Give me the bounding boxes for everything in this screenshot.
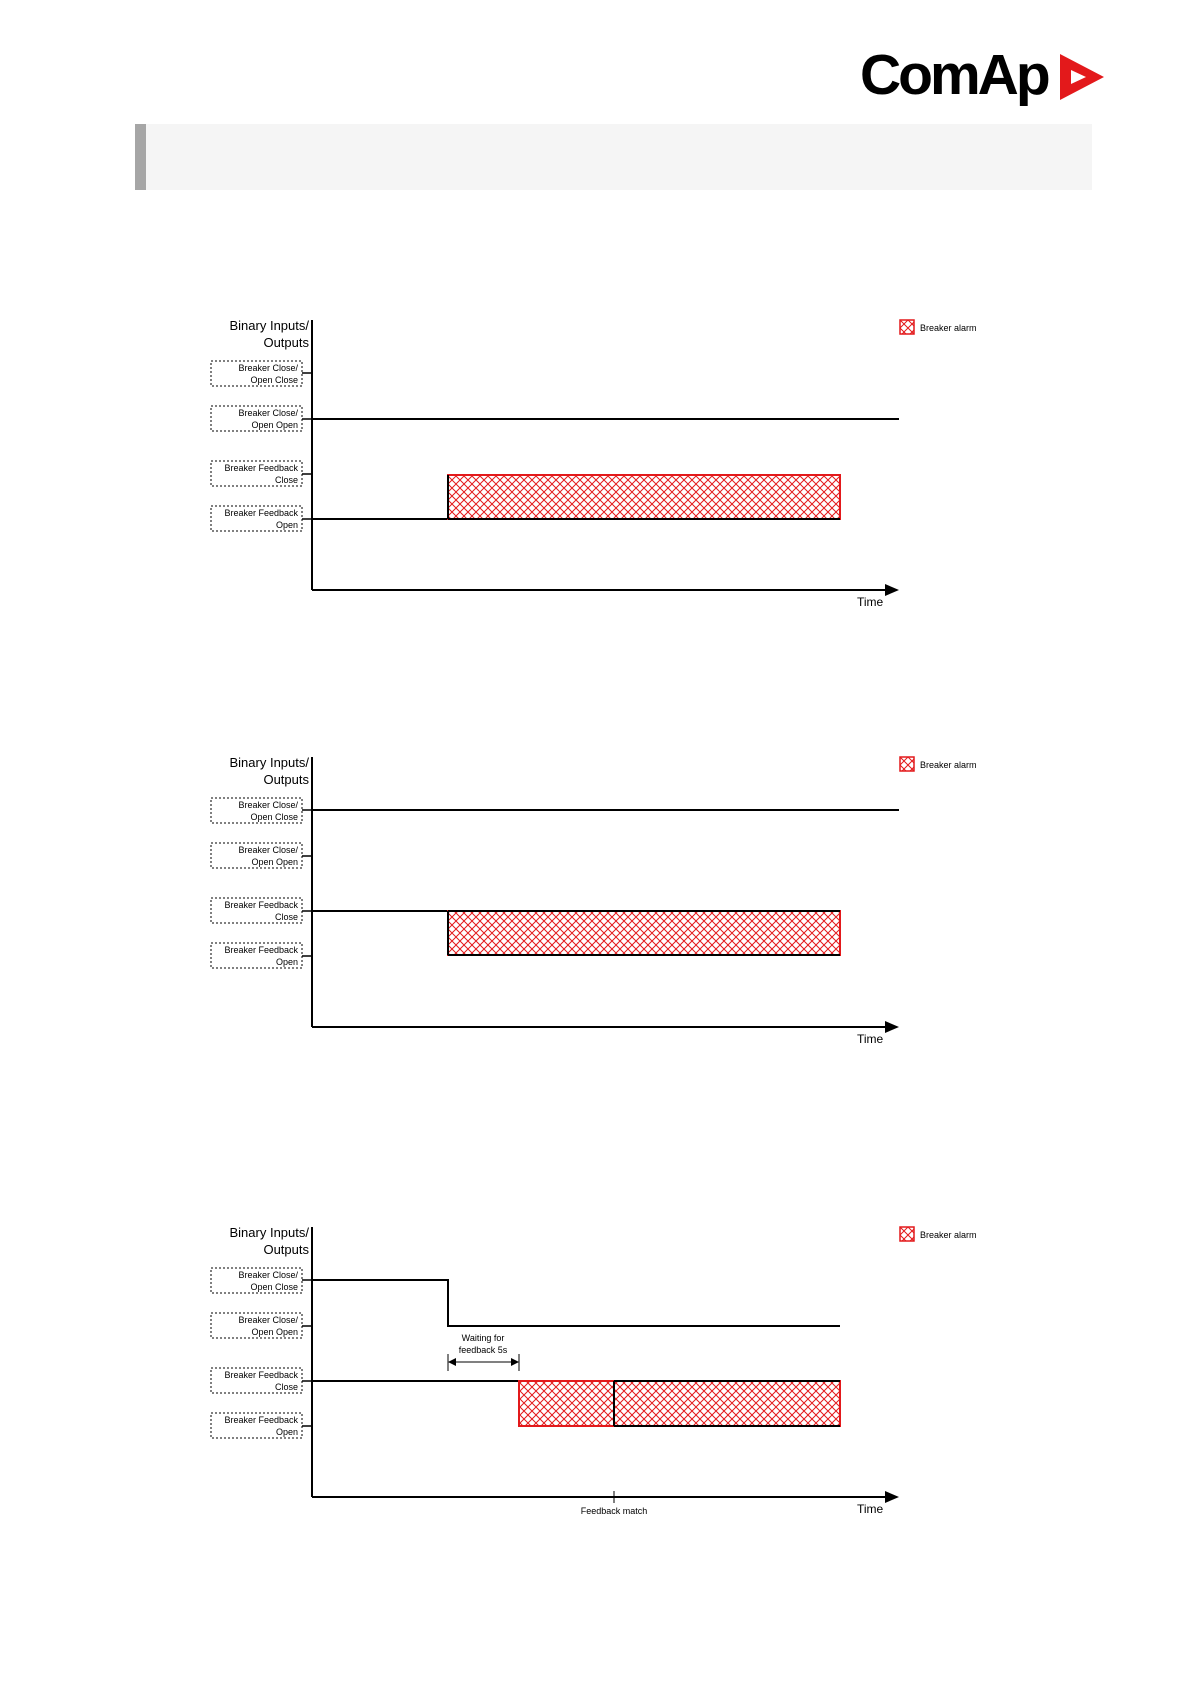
breaker-alarm-region bbox=[519, 1381, 840, 1426]
time-label: Time bbox=[857, 1032, 884, 1046]
legend-label: Breaker alarm bbox=[920, 323, 977, 333]
signal-label-close-close bbox=[211, 1268, 302, 1293]
wait-dimension bbox=[448, 1333, 519, 1371]
signal-label-feedback-open bbox=[211, 1413, 302, 1438]
signal-label-line2: Open Open bbox=[251, 420, 298, 430]
signal-label-feedback-close bbox=[211, 898, 302, 923]
signal-label-line1: Breaker Feedback bbox=[224, 1415, 298, 1425]
timing-diagram-2 bbox=[0, 737, 1191, 1057]
signal-label-line1: Breaker Close/ bbox=[238, 1270, 298, 1280]
signal-label-line2: Open bbox=[275, 957, 298, 967]
signal-label-line1: Breaker Feedback bbox=[224, 463, 298, 473]
signal-label-line1: Breaker Feedback bbox=[224, 900, 298, 910]
legend bbox=[900, 320, 977, 334]
logo-text: ComAp bbox=[860, 43, 1048, 107]
axis-title-line1: Binary Inputs/ bbox=[229, 318, 309, 333]
signal-label-line1: Breaker Close/ bbox=[238, 800, 298, 810]
legend-label: Breaker alarm bbox=[920, 760, 977, 770]
signal-label-feedback-open bbox=[211, 506, 302, 531]
time-label: Time bbox=[857, 595, 884, 609]
axis-title-line2: Outputs bbox=[263, 772, 309, 787]
signal-label-close-open bbox=[211, 406, 302, 431]
signal-label-line2: Open bbox=[275, 520, 298, 530]
signal-label-close-open bbox=[211, 1313, 302, 1338]
signal-label-line1: Breaker Feedback bbox=[224, 945, 298, 955]
x-axis-arrow bbox=[885, 1021, 899, 1033]
y-ticks bbox=[302, 373, 312, 519]
x-axis-arrow bbox=[885, 584, 899, 596]
signal-label-line2: Close bbox=[274, 1382, 298, 1392]
signal-label-line1: Breaker Close/ bbox=[238, 363, 298, 373]
signal-label-close-close bbox=[211, 361, 302, 386]
signal-label-line2: Open Open bbox=[251, 857, 298, 867]
breaker-alarm-region bbox=[448, 911, 840, 955]
axis-title-line2: Outputs bbox=[263, 335, 309, 350]
signal-label-line1: Breaker Close/ bbox=[238, 1315, 298, 1325]
signal-label-line2: Close bbox=[274, 912, 298, 922]
signal-label-feedback-close bbox=[211, 461, 302, 486]
signal-label-line1: Breaker Feedback bbox=[224, 1370, 298, 1380]
axis-title-line1: Binary Inputs/ bbox=[229, 1225, 309, 1240]
breaker-alarm-region bbox=[448, 475, 840, 519]
signal-label-line2: Open Open bbox=[251, 1327, 298, 1337]
play-arrow-icon bbox=[1056, 50, 1108, 104]
time-label: Time bbox=[857, 1502, 884, 1516]
section-header-band bbox=[135, 124, 1092, 190]
timing-diagram-3 bbox=[0, 1207, 1191, 1527]
axis-title-line1: Binary Inputs/ bbox=[229, 755, 309, 770]
signal-label-line1: Breaker Feedback bbox=[224, 508, 298, 518]
wait-label-line2: feedback 5s bbox=[458, 1345, 508, 1355]
legend bbox=[900, 1227, 977, 1241]
signal-label-line2: Open Close bbox=[250, 812, 298, 822]
x-axis-arrow bbox=[885, 1491, 899, 1503]
legend bbox=[900, 757, 977, 771]
comap-logo bbox=[860, 40, 1110, 110]
signal-label-close-close bbox=[211, 798, 302, 823]
feedback-match-label: Feedback match bbox=[580, 1506, 648, 1516]
signal-label-feedback-open bbox=[211, 943, 302, 968]
timing-diagram-1 bbox=[0, 300, 1191, 620]
signal-label-line2: Open Close bbox=[250, 1282, 298, 1292]
signal-label-line2: Close bbox=[274, 475, 298, 485]
y-ticks bbox=[302, 810, 312, 956]
section-header-accent bbox=[135, 124, 146, 190]
y-ticks bbox=[302, 1280, 312, 1426]
signal-close-command bbox=[312, 1280, 840, 1326]
legend-label: Breaker alarm bbox=[920, 1230, 977, 1240]
wait-label-line1: Waiting for bbox=[461, 1333, 505, 1343]
signal-label-line2: Open Close bbox=[250, 375, 298, 385]
signal-label-close-open bbox=[211, 843, 302, 868]
signal-label-line2: Open bbox=[275, 1427, 298, 1437]
axis-title-line2: Outputs bbox=[263, 1242, 309, 1257]
signal-label-feedback-close bbox=[211, 1368, 302, 1393]
signal-label-line1: Breaker Close/ bbox=[238, 845, 298, 855]
signal-label-line1: Breaker Close/ bbox=[238, 408, 298, 418]
